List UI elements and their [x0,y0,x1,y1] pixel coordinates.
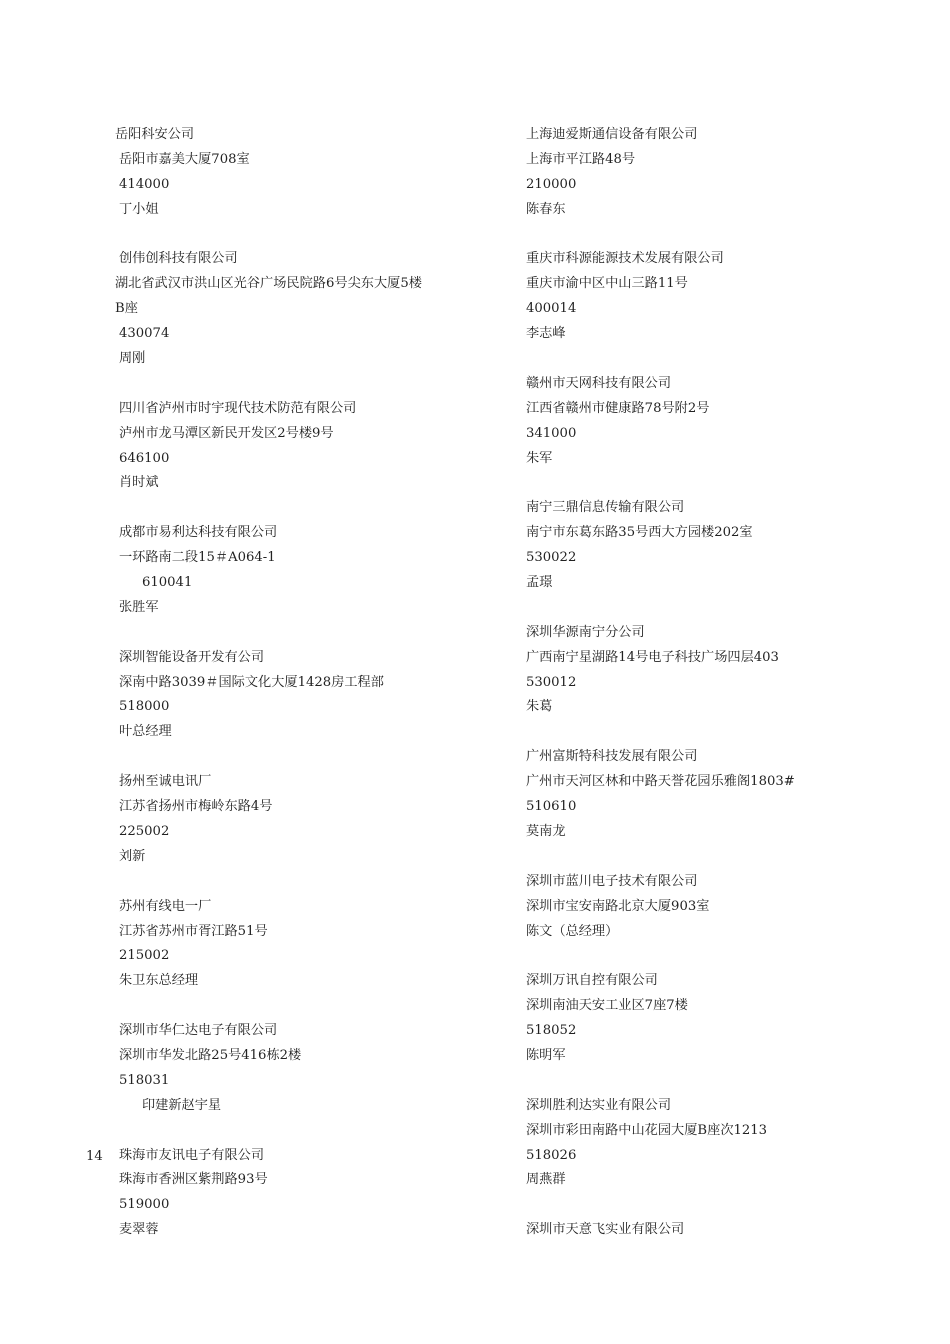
blank-line [119,870,489,895]
address-line: 周刚 [119,351,146,367]
address-line: 张胜军 [119,599,159,615]
address-line: 210000 [526,176,577,192]
address-line: 扬州至诚电讯厂 [119,774,212,790]
address-line: 深圳市蓝川电子技术有限公司 [526,873,698,889]
address-line: 610041 [142,575,193,591]
address-line: 岳阳市嘉美大厦708室 [119,151,250,167]
address-line: 陈文（总经理） [526,923,619,939]
address-line: 上海迪爱斯通信设备有限公司 [526,127,698,142]
blank-line [119,496,489,521]
address-line: 孟璟 [526,575,553,591]
address-line: 肖时斌 [119,475,159,491]
address-line: 深南中路3039＃国际文化大厦1428房工程部 [119,674,384,690]
left-address-column [115,123,489,1243]
address-line: 李志峰 [526,326,566,342]
address-line: 广州市天河区林和中路天誉花园乐雅阁1803# [526,774,795,790]
address-line: 深圳市华仁达电子有限公司 [119,1023,278,1039]
blank-line [526,223,926,248]
address-line: 南宁市东葛东路35号西大方园楼202室 [526,525,753,541]
address-line: 深圳南油天安工业区7座7楼 [526,998,688,1014]
address-line: 广州富斯特科技发展有限公司 [526,749,698,765]
address-line: 陈明军 [526,1047,566,1063]
address-line: 周燕群 [526,1172,566,1188]
address-line: 430074 [119,326,170,342]
right-address-column [526,123,926,1243]
address-line: 一环路南二段15＃A064-1 [119,550,276,566]
address-line: 朱卫东总经理 [119,973,199,989]
address-line: 深圳华源南宁分公司 [526,624,645,640]
address-line: 莫南龙 [526,823,566,839]
address-line: 丁小姐 [119,201,159,217]
address-line: 泸州市龙马潭区新民开发区2号楼9号 [119,425,334,441]
address-line: 成都市易利达科技有限公司 [119,525,278,541]
address-line: 苏州有线电一厂 [119,898,212,914]
address-line: 215002 [119,948,170,964]
blank-line [526,720,926,745]
address-line: 南宁三鼎信息传输有限公司 [526,500,685,516]
address-line: 朱葛 [526,699,553,715]
address-line: 深圳智能设备开发有公司 [119,649,265,665]
address-line: 赣州市天网科技有限公司 [526,375,672,391]
address-line: 岳阳科安公司 [115,127,195,142]
address-line: 江苏省扬州市梅岭东路4号 [119,799,273,815]
blank-line [119,372,489,397]
address-line: 创伟创科技有限公司 [119,251,238,267]
address-line: 414000 [119,176,170,192]
address-line: 510610 [526,799,577,815]
address-line: 深圳市宝安南路北京大厦903室 [526,898,710,914]
blank-line [119,223,489,248]
blank-line [526,471,926,496]
address-line: 朱军 [526,450,553,466]
address-line: 530022 [526,550,577,566]
address-line: 陈春东 [526,201,566,217]
address-line: 深圳市华发北路25号416栋2楼 [119,1047,302,1063]
blank-line [119,1119,489,1144]
address-line: 519000 [119,1197,170,1213]
address-line: 518052 [526,1023,577,1039]
blank-line [119,994,489,1019]
address-line: 重庆市科源能源技术发展有限公司 [526,251,724,267]
address-line: 上海市平江路48号 [526,151,636,167]
address-line: 646100 [119,450,170,466]
address-line: 530012 [526,674,577,690]
address-line: 深圳市彩田南路中山花园大厦B座次1213 [526,1122,768,1138]
blank-line [119,621,489,646]
address-line: 400014 [526,301,577,317]
blank-line [526,1069,926,1094]
address-line: B座 [115,301,138,317]
address-line: 518000 [119,699,170,715]
address-line: 江西省赣州市健康路78号附2号 [526,400,710,416]
address-line: 珠海市香洲区紫荆路93号 [119,1172,268,1188]
address-line: 518031 [119,1072,170,1088]
address-line: 341000 [526,425,577,441]
blank-line [526,347,926,372]
address-line: 重庆市渝中区中山三路11号 [526,276,688,292]
blank-line [526,944,926,969]
address-line: 深圳胜利达实业有限公司 [526,1097,672,1113]
address-line: 湖北省武汉市洪山区光谷广场民院路6号尖东大厦5楼 [115,276,422,292]
address-line: 麦翠蓉 [119,1222,159,1238]
address-line: 518026 [526,1147,577,1163]
address-line: 印建新赵宇星 [142,1097,222,1113]
address-line: 广西南宁星湖路14号电子科技广场四层403 [526,649,779,665]
address-line: 225002 [119,823,170,839]
address-line: 四川省泸州市时宇现代技术防范有限公司 [119,400,357,416]
address-line: 江苏省苏州市胥江路51号 [119,923,268,939]
blank-line [119,745,489,770]
address-line: 深圳市天意飞实业有限公司 [526,1222,685,1238]
blank-line [526,845,926,870]
blank-line [526,1193,926,1218]
page-number: 14 [86,1149,103,1164]
address-line: 刘新 [119,848,146,864]
address-line: 深圳万讯自控有限公司 [526,973,658,989]
blank-line [526,596,926,621]
address-line: 珠海市友讯电子有限公司 [119,1147,265,1163]
address-line: 叶总经理 [119,724,172,740]
